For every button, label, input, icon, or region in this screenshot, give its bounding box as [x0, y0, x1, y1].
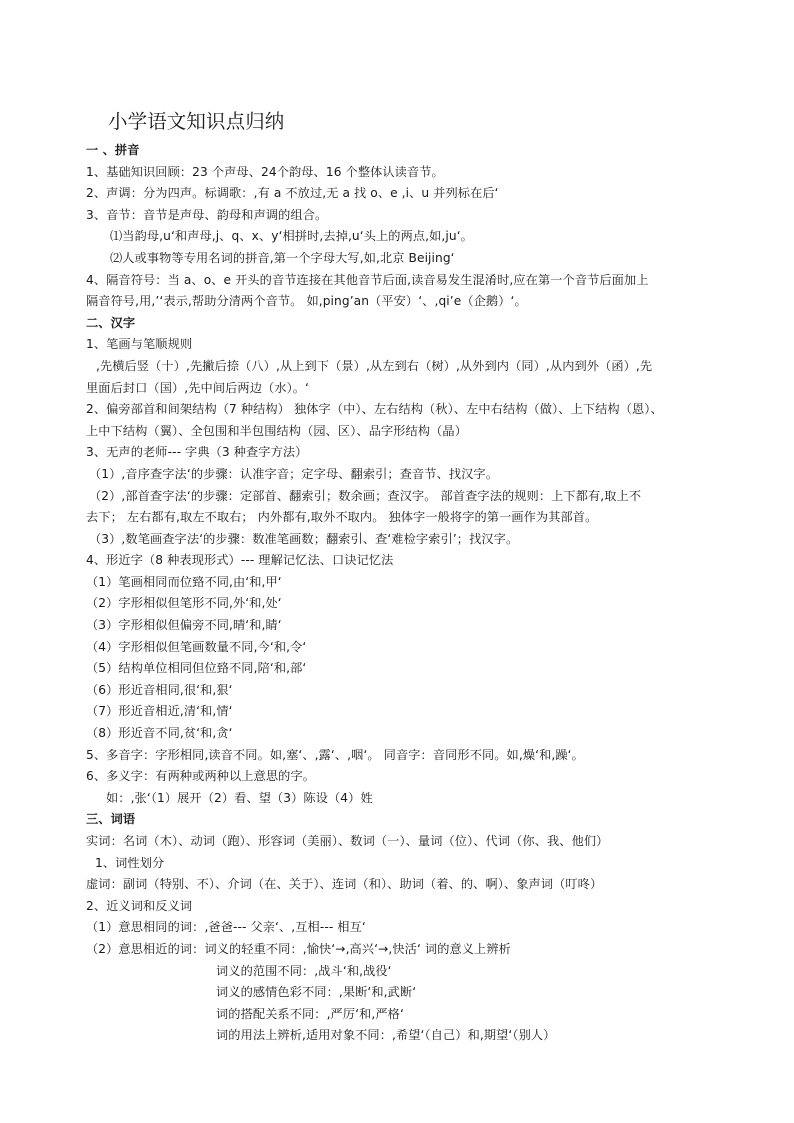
- text-line: 上中下结构（翼）、全包围和半包围结构（园、区）、品字形结构（晶）: [86, 423, 467, 438]
- text-line: 隔音符号,用,’‘表示,帮助分清两个音节。 如,ping’an（平安）‘、,qi’e（企鹅）‘。: [86, 294, 527, 309]
- text-line: ⑴当韵母,u‘和声母,j、q、x、y‘相拼时,去掉,u‘头上的两点,如,ju‘。: [110, 229, 473, 244]
- text-line: 词义的感情色彩不同：,果断‘和,武断‘: [216, 985, 417, 1000]
- text-line: 5、多音字：字形相同,读音不同。如,塞‘、,露‘、,咽‘。 同音字：音同形不同。如,燥‘和,躁‘。: [86, 747, 584, 762]
- section-heading: 二、汉字: [86, 315, 136, 330]
- text-line: 词的搭配关系不同：,严厉‘和,严格‘: [216, 1006, 404, 1021]
- text-line: 词义的范围不同：,战斗‘和,战役‘: [216, 963, 392, 978]
- text-line: （1）,音序查字法‘的步骤：认准字音；定字母、翻索引；查音节、找汉字。: [89, 466, 499, 481]
- text-line: ⑵人或事物等专用名词的拼音,第一个字母大写,如,北京 Beijing‘: [110, 250, 455, 265]
- text-line: （5）结构单位相同但位臵不同,陪‘和,部‘: [86, 661, 307, 676]
- text-line: （3）,数笔画查字法‘的步骤：数准笔画数；翻索引、查‘难检字索引’；找汉字。: [89, 531, 519, 546]
- text-line: 词的用法上辨析,适用对象不同：,希望‘（自己）和,期望‘（别人）: [216, 1028, 556, 1043]
- text-line: （8）形近音不同,贫‘和,贪‘: [86, 726, 233, 741]
- document-title: 小学语文知识点归纳: [108, 110, 285, 133]
- text-line: 2、声调：分为四声。标调歌：,有 a 不放过,无 a 找 o、e ,i、u 并列标在后‘: [86, 186, 499, 201]
- text-line: （2）字形相似但笔形不同,外‘和,处‘: [86, 596, 282, 611]
- text-line: 如：,张‘（1）展开（2）看、望（3）陈设（4）姓: [106, 790, 373, 805]
- text-line: （2）意思相近的词：词义的轻重不同：,愉快‘→,高兴‘→,快活‘ 词的意义上辨析: [86, 941, 511, 956]
- text-line: 1、基础知识回顾：23 个声母、24个韵母、16 个整体认读音节。: [86, 164, 444, 179]
- text-line: 4、形近字（8 种表现形式）--- 理解记忆法、口诀记忆法: [86, 553, 394, 568]
- section-heading: 三、词语: [86, 812, 136, 827]
- text-line: 1、笔画与笔顺规则: [86, 337, 193, 352]
- text-line: 实词：名词（木）、动词（跑）、形容词（美丽）、数词（一）、量词（位）、代词（你、我、他们）: [86, 834, 609, 848]
- text-line: 虚词：副词（特别、不）、介词（在、关于）、连词（和）、助词（着、的、啊）、象声词（叮咚）: [86, 877, 603, 892]
- document-body: [86, 140, 746, 1047]
- text-line: 3、音节：音节是声母、韵母和声调的组合。: [86, 207, 328, 222]
- text-line: 2、近义词和反义词: [86, 898, 193, 913]
- text-line: （4）字形相似但笔画数量不同,今‘和,令‘: [86, 639, 307, 654]
- text-line: （3）字形相似但偏旁不同,晴‘和,睛‘: [86, 618, 282, 633]
- text-line: （1）笔画相同而位臵不同,由‘和,甲‘: [86, 574, 282, 589]
- text-line: 4、隔音符号：当 a、o、e 开头的音节连接在其他音节后面,读音易发生混淆时,应在第一个音节后面加上: [86, 272, 649, 287]
- section-heading: 一 、拼音: [86, 143, 140, 157]
- text-line: （7）形近音相近,清‘和,情‘: [86, 704, 233, 719]
- text-line: 6、多义字：有两种或两种以上意思的字。: [86, 769, 316, 784]
- text-line: 去下； 左右都有,取左不取右； 内外都有,取外不取内。 独体字一般将字的第一画作为其部首。: [86, 510, 598, 525]
- text-line: （1）意思相同的词：,爸爸--- 父亲‘、,互相--- 相互‘: [86, 920, 366, 935]
- text-line: （2）,部首查字法‘的步骤：定部首、翻索引；数余画；查汉字。 部首查字法的规则：上下都有,取上不: [89, 488, 642, 503]
- text-line: 2、偏旁部首和间架结构（7 种结构） 独体字（中）、左右结构（秋）、左中右结构（做）、上下结构（恩）、: [86, 402, 663, 417]
- text-line: 1、词性划分: [95, 855, 165, 870]
- text-line: 3、无声的老师--- 字典（3 种查字方法）: [86, 445, 308, 460]
- text-line: 里面后封口（国）,先中间后两边（水）。‘: [86, 380, 310, 395]
- text-line: （6）形近音相同,很‘和,狠‘: [86, 682, 233, 697]
- text-line: ,先横后竖（十）,先撇后捺（八）,从上到下（景）,从左到右（树）,从外到内（同）,从内到外（函）,先: [96, 358, 653, 373]
